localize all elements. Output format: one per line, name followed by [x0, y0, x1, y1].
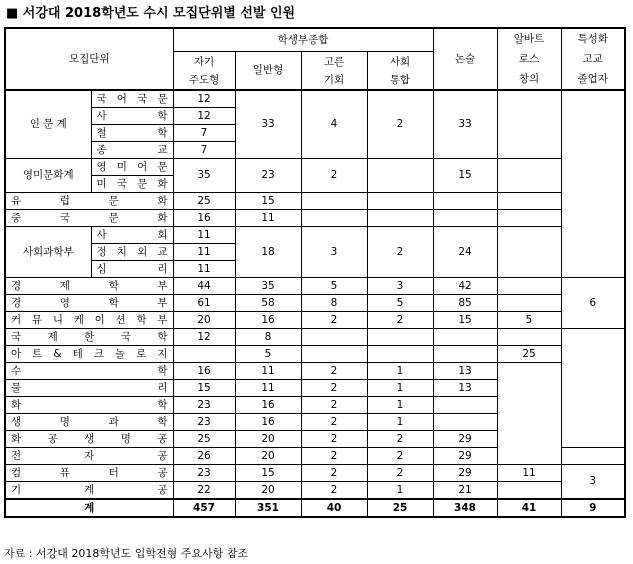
cell-albatross: [497, 363, 561, 465]
cell-nonsul: 29: [433, 431, 497, 448]
total-ilban: 351: [235, 499, 301, 517]
cell-ilban: 16: [235, 397, 301, 414]
cell-albatross: 11: [497, 465, 561, 482]
cell-sahoe: 2: [367, 90, 433, 159]
cell-albatross: [497, 278, 561, 295]
cell-ilban: 8: [235, 329, 301, 346]
cell-jagi: 12: [173, 329, 235, 346]
cell-albatross: [497, 159, 561, 193]
cell-ilban: 15: [235, 193, 301, 210]
cell-goreun: 2: [301, 448, 367, 465]
cell-nonsul: 29: [433, 465, 497, 482]
cell-goreun: 2: [301, 431, 367, 448]
cell-jagi: 23: [173, 414, 235, 431]
unit-label: 경 영 학 부: [5, 295, 173, 312]
unit-label: 물 리: [5, 380, 173, 397]
cell-ilban: 16: [235, 312, 301, 329]
cell-goreun: 4: [301, 90, 367, 159]
unit-label: 화 학: [5, 397, 173, 414]
cell-jagi: 16: [173, 363, 235, 380]
group-label: 사회과학부: [5, 227, 91, 278]
cell-jagi: 23: [173, 465, 235, 482]
cell-albatross: [497, 227, 561, 278]
cell-jagi: 11: [173, 244, 235, 261]
cell-sahoe: 1: [367, 414, 433, 431]
cell-teukseong: 6: [561, 278, 625, 329]
total-albatross: 41: [497, 499, 561, 517]
cell-jagi: 12: [173, 108, 235, 125]
cell-ilban: 15: [235, 465, 301, 482]
cell-goreun: 3: [301, 227, 367, 278]
cell-jagi: 26: [173, 448, 235, 465]
cell-jagi: 11: [173, 261, 235, 278]
cell-sahoe: 2: [367, 465, 433, 482]
cell-nonsul: 13: [433, 380, 497, 397]
source-note: 자료 : 서강대 2018학년도 입학전형 주요사항 참조: [4, 547, 248, 560]
cell-nonsul: 85: [433, 295, 497, 312]
cell-ilban: 23: [235, 159, 301, 193]
cell-goreun: 5: [301, 278, 367, 295]
cell-albatross: 5: [497, 312, 561, 329]
cell-jagi: 12: [173, 90, 235, 108]
unit-label: 미 국 문 화: [91, 176, 173, 193]
cell-sahoe: 3: [367, 278, 433, 295]
cell-nonsul: 21: [433, 482, 497, 500]
header-ilban: 일반형: [235, 52, 301, 91]
cell-goreun: 2: [301, 414, 367, 431]
unit-label: 중 국 문 화: [5, 210, 173, 227]
cell-nonsul: 15: [433, 159, 497, 193]
unit-label: 유 럽 문 화: [5, 193, 173, 210]
cell-sahoe: 2: [367, 448, 433, 465]
total-nonsul: 348: [433, 499, 497, 517]
header-sahoe: 사회 통합: [367, 52, 433, 91]
cell-sahoe: 2: [367, 312, 433, 329]
cell-ilban: 33: [235, 90, 301, 159]
cell-ilban: 18: [235, 227, 301, 278]
cell-nonsul: 15: [433, 312, 497, 329]
cell-goreun: 2: [301, 159, 367, 193]
header-albatross: 알바트 로스 창의: [497, 28, 561, 90]
cell-nonsul: 42: [433, 278, 497, 295]
cell-goreun: 2: [301, 482, 367, 500]
cell-goreun: 2: [301, 465, 367, 482]
cell-goreun: 2: [301, 312, 367, 329]
unit-label: 정 치 외 교: [91, 244, 173, 261]
cell-sahoe: 1: [367, 482, 433, 500]
cell-ilban: 35: [235, 278, 301, 295]
total-goreun: 40: [301, 499, 367, 517]
cell-albatross: 25: [497, 346, 561, 363]
total-label: 계: [5, 499, 173, 517]
cell-sahoe: 1: [367, 380, 433, 397]
cell-sahoe: [367, 159, 433, 193]
unit-label: 커 뮤 니 케 이 션 학 부: [5, 312, 173, 329]
cell-ilban: 58: [235, 295, 301, 312]
group-label: 영미문화계: [5, 159, 91, 193]
cell-jagi: 16: [173, 210, 235, 227]
cell-ilban: 16: [235, 414, 301, 431]
cell-teukseong: [561, 329, 625, 448]
cell-goreun: 2: [301, 397, 367, 414]
cell-jagi: 25: [173, 431, 235, 448]
total-jagi: 457: [173, 499, 235, 517]
cell-jagi: 15: [173, 380, 235, 397]
page-title: ■ 서강대 2018학년도 수시 모집단위별 선발 인원: [6, 6, 296, 21]
unit-label: 생 명 과 학: [5, 414, 173, 431]
cell-teukseong: 3: [561, 465, 625, 500]
cell-ilban: 11: [235, 363, 301, 380]
cell-teukseong: [561, 90, 625, 278]
cell-ilban: 11: [235, 380, 301, 397]
cell-jagi: 61: [173, 295, 235, 312]
cell-nonsul: 33: [433, 90, 497, 159]
total-teukseong: 9: [561, 499, 625, 517]
cell-nonsul: 13: [433, 363, 497, 380]
cell-goreun: 2: [301, 380, 367, 397]
cell-nonsul: 24: [433, 227, 497, 278]
unit-label: 종 교: [91, 142, 173, 159]
header-nonsul: 논술: [433, 28, 497, 90]
cell-albatross: [497, 295, 561, 312]
unit-label: 수 학: [5, 363, 173, 380]
unit-label: 영 미 어 문: [91, 159, 173, 176]
cell-nonsul: 29: [433, 448, 497, 465]
cell-sahoe: 1: [367, 363, 433, 380]
cell-ilban: 20: [235, 448, 301, 465]
unit-label: 경 제 학 부: [5, 278, 173, 295]
unit-label: 국 어 국 문: [91, 90, 173, 108]
unit-label: 기 계 공: [5, 482, 173, 500]
cell-goreun: 8: [301, 295, 367, 312]
cell-goreun: 2: [301, 363, 367, 380]
cell-ilban: 20: [235, 482, 301, 500]
unit-label: 아 트 & 테 크 놀 로 지: [5, 346, 173, 363]
cell-sahoe: 5: [367, 295, 433, 312]
unit-label: 심 리: [91, 261, 173, 278]
cell-sahoe: 2: [367, 227, 433, 278]
cell-albatross: [497, 482, 561, 500]
cell-albatross: [497, 90, 561, 159]
unit-label: 사 회: [91, 227, 173, 244]
unit-label: 철 학: [91, 125, 173, 142]
cell-jagi: 23: [173, 397, 235, 414]
cell-sahoe: 1: [367, 397, 433, 414]
unit-label: 컴 퓨 터 공: [5, 465, 173, 482]
cell-jagi: 44: [173, 278, 235, 295]
cell-jagi: 7: [173, 142, 235, 159]
cell-jagi: 20: [173, 312, 235, 329]
header-group: 학생부종합: [173, 28, 433, 52]
cell-jagi: 22: [173, 482, 235, 500]
cell-sahoe: 2: [367, 431, 433, 448]
unit-label: 국 제 한 국 학: [5, 329, 173, 346]
unit-label: 화 공 생 명 공: [5, 431, 173, 448]
admissions-table: [4, 27, 626, 518]
cell-nonsul: [433, 397, 497, 414]
header-teukseong: 특성화 고교 졸업자: [561, 28, 625, 90]
unit-label: 전 자 공: [5, 448, 173, 465]
cell-jagi: 35: [173, 159, 235, 193]
unit-label: 사 학: [91, 108, 173, 125]
cell-jagi: 11: [173, 227, 235, 244]
cell-jagi: 7: [173, 125, 235, 142]
header-goreun: 고른 기회: [301, 52, 367, 91]
cell-jagi: 25: [173, 193, 235, 210]
header-jagi: 자기 주도형: [173, 52, 235, 91]
total-sahoe: 25: [367, 499, 433, 517]
cell-ilban: 5: [235, 346, 301, 363]
cell-ilban: 20: [235, 431, 301, 448]
header-unit: 모집단위: [5, 28, 173, 90]
cell-ilban: 11: [235, 210, 301, 227]
group-label: 인 문 계: [5, 90, 91, 159]
cell-nonsul: [433, 414, 497, 431]
